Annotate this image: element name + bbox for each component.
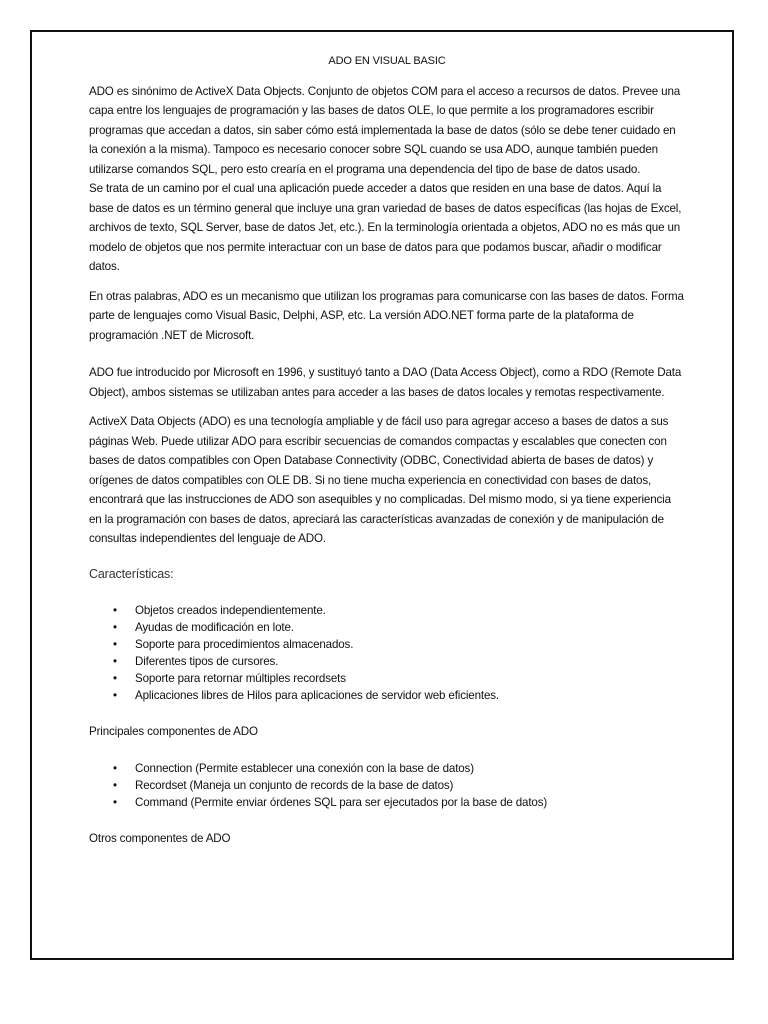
paragraph-definition: Se trata de un camino por el cual una aplicación puede acceder a datos que residen en una base de datos. Aquí la base de datos es un término general que incluye una gran variedad de bases de datos específicas (las hojas de Excel, archivos de texto, SQL Server, base de datos Jet, etc.). En la terminología orientada a objetos, ADO no es más que un modelo de objetos que nos permite interactuar con un base de datos para que podamos buscar, añadir o modificar datos. (89, 182, 682, 273)
bullet-icon: • (113, 621, 117, 634)
paragraph-activex: ActiveX Data Objects (ADO) es una tecnología ampliable y de fácil uso para agregar acceso a bases de datos a sus páginas Web. Puede utilizar ADO para escribir secuencias de comandos compactas y escalables que conecten con bases de datos compatibles con Open Database Connectivity (ODBC, Conectividad abierta de bases de datos) y orígenes de datos compatibles con OLE DB. Si no tiene mucha experiencia en conectividad con bases de datos, encontrará que las instrucciones de ADO son asequibles y no complicadas. Del mismo modo, si ya tiene experiencia en la programación con bases de datos, apreciará las características avanzadas de conexión y de manipulación de consultas independientes del lenguaje de ADO. (89, 415, 671, 545)
list-item: • Soporte para procedimientos almacenados. (113, 638, 354, 651)
bullet-icon: • (113, 689, 117, 702)
list-item: • Soporte para retornar múltiples recordsets (113, 672, 346, 685)
paragraph-mechanism: En otras palabras, ADO es un mecanismo que utilizan los programas para comunicarse con las bases de datos. Forma parte de lenguajes como Visual Basic, Delphi, ASP, etc. La versión ADO.NET forma parte de la plataforma de programación .NET de Microsoft. (89, 289, 684, 342)
features-heading: Características: (89, 566, 174, 581)
bullet-icon: • (113, 638, 117, 651)
list-item: • Connection (Permite establecer una conexión con la base de datos) (113, 761, 474, 775)
list-item: • Command (Permite enviar órdenes SQL para ser ejecutados por la base de datos) (113, 795, 548, 809)
bullet-icon: • (113, 778, 117, 792)
bullet-icon: • (113, 655, 117, 668)
document-title: ADO EN VISUAL BASIC (328, 55, 446, 67)
bullet-icon: • (113, 795, 117, 809)
components-list (89, 760, 685, 811)
bullet-icon: • (113, 761, 117, 775)
list-item: • Ayudas de modificación en lote. (113, 621, 294, 634)
document-body (89, 52, 685, 848)
list-item: • Objetos creados independientemente. (113, 604, 326, 617)
list-item: • Diferentes tipos de cursores. (113, 655, 279, 668)
list-item: • Aplicaciones libres de Hilos para aplicaciones de servidor web eficientes. (113, 689, 499, 702)
bullet-icon: • (113, 604, 117, 617)
features-list (89, 602, 685, 704)
list-item: • Recordset (Maneja un conjunto de records de la base de datos) (113, 778, 454, 792)
others-heading: Otros componentes de ADO (89, 831, 231, 845)
components-heading: Principales componentes de ADO (89, 725, 258, 738)
bullet-icon: • (113, 672, 117, 685)
paragraph-intro: ADO es sinónimo de ActiveX Data Objects. Conjunto de objetos COM para el acceso a recursos de datos. Prevee una capa entre los lenguajes de programación y las bases de datos OLE, lo que permite a los programadores escribir programas que accedan a datos, sin saber cómo está implementada la base de datos (sólo se debe tener cuidado en la conexión a la misma). Tampoco es necesario conocer sobre SQL cuando se usa ADO, aunque también pueden utilizarse comandos SQL, pero esto crearía en el programa una dependencia del tipo de base de datos usado. (89, 84, 681, 176)
paragraph-history: ADO fue introducido por Microsoft en 1996, y sustituyó tanto a DAO (Data Access Object), como a RDO (Remote Data Object), ambos sistemas se utilizaban antes para acceder a las bases de datos locales y remotas respectivamente. (89, 366, 682, 399)
